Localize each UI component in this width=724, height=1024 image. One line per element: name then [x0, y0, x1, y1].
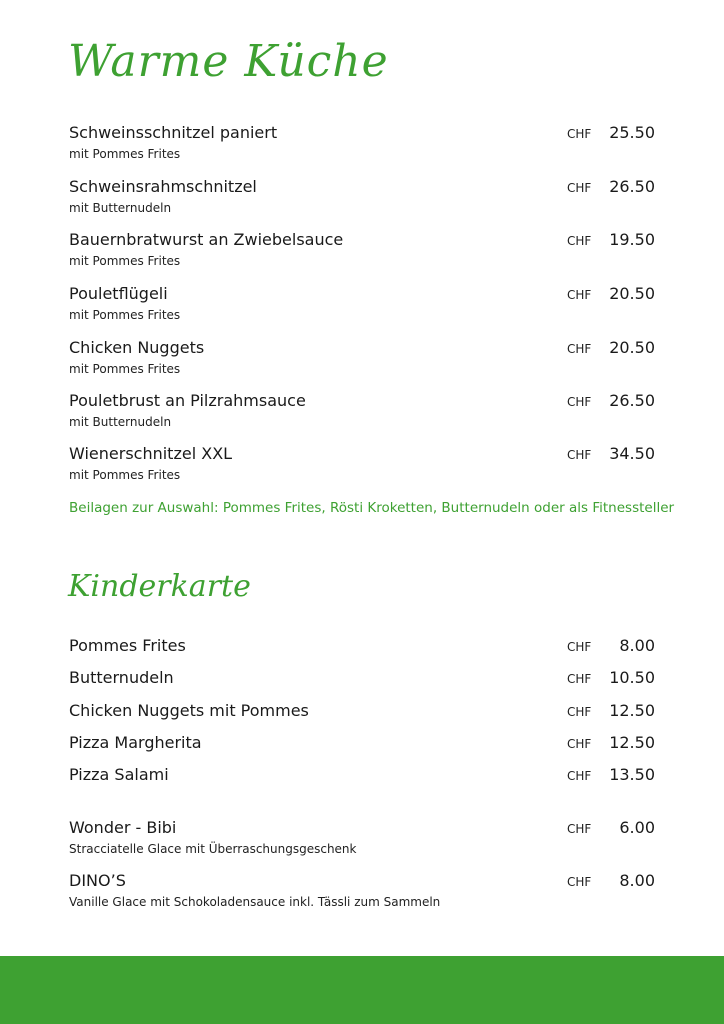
item-name: Wienerschnitzel XXL: [69, 444, 233, 463]
item-currency: CHF: [567, 288, 592, 302]
item-price: 6.00: [619, 818, 655, 837]
menu-item: [69, 123, 655, 167]
item-name: Pommes Frites: [69, 636, 186, 655]
item-currency: CHF: [567, 672, 592, 686]
menu-item: [69, 733, 655, 755]
item-name: Pouletbrust an Pilzrahmsauce: [69, 391, 306, 410]
item-description: mit Butternudeln: [69, 415, 172, 429]
item-currency: CHF: [567, 640, 592, 654]
item-price: 12.50: [609, 701, 655, 720]
item-description: mit Butternudeln: [69, 201, 172, 215]
item-price: 8.00: [619, 636, 655, 655]
item-name: Butternudeln: [69, 668, 174, 687]
item-currency: CHF: [567, 234, 592, 248]
item-price: 12.50: [609, 733, 655, 752]
item-description: mit Pommes Frites: [69, 308, 181, 322]
item-currency: CHF: [567, 342, 592, 356]
item-name: Chicken Nuggets: [69, 338, 205, 357]
item-name: Schweinsrahmschnitzel: [69, 177, 257, 196]
item-name: Pizza Margherita: [69, 733, 202, 752]
item-currency: CHF: [567, 769, 592, 783]
item-name: Bauernbratwurst an Zwiebelsauce: [69, 230, 344, 249]
item-currency: CHF: [567, 875, 592, 889]
item-description: mit Pommes Frites: [69, 362, 181, 376]
item-currency: CHF: [567, 448, 592, 462]
menu-item: [69, 338, 655, 382]
item-price: 26.50: [609, 391, 655, 410]
menu-item: [69, 284, 655, 328]
item-price: 25.50: [609, 123, 655, 142]
menu-item: [69, 701, 655, 723]
item-price: 13.50: [609, 765, 655, 784]
item-description: mit Pommes Frites: [69, 254, 181, 268]
menu-item: [69, 818, 655, 862]
item-currency: CHF: [567, 822, 592, 836]
menu-item: [69, 636, 655, 658]
item-price: 8.00: [619, 871, 655, 890]
item-price: 10.50: [609, 668, 655, 687]
item-currency: CHF: [567, 737, 592, 751]
section-title-warme-kueche: Warme Küche: [68, 36, 389, 87]
item-price: 20.50: [609, 338, 655, 357]
item-name: DINO’S: [69, 871, 126, 890]
item-name: Pouletflügeli: [69, 284, 168, 303]
menu-item: [69, 391, 655, 435]
item-name: Wonder - Bibi: [69, 818, 177, 837]
menu-item: [69, 668, 655, 690]
menu-item: [69, 444, 655, 488]
item-name: Pizza Salami: [69, 765, 169, 784]
menu-item: [69, 230, 655, 274]
item-price: 34.50: [609, 444, 655, 463]
item-description: mit Pommes Frites: [69, 147, 181, 161]
side-dish-note: Beilagen zur Auswahl: Pommes Frites, Rösti Kroketten, Butternudeln oder als Fitnessteller: [69, 500, 675, 516]
item-price: 19.50: [609, 230, 655, 249]
item-currency: CHF: [567, 181, 592, 195]
menu-item: [69, 177, 655, 221]
item-currency: CHF: [567, 705, 592, 719]
item-price: 20.50: [609, 284, 655, 303]
item-name: Chicken Nuggets mit Pommes: [69, 701, 309, 720]
footer-bar: [0, 956, 724, 1024]
section-title-kinderkarte: Kinderkarte: [68, 569, 251, 604]
item-description: mit Pommes Frites: [69, 468, 181, 482]
item-name: Schweinsschnitzel paniert: [69, 123, 278, 142]
menu-item: [69, 871, 655, 915]
item-description: Stracciatelle Glace mit Überraschungsgeschenk: [69, 842, 357, 856]
item-currency: CHF: [567, 127, 592, 141]
item-description: Vanille Glace mit Schokoladensauce inkl. Tässli zum Sammeln: [69, 895, 441, 909]
menu-item: [69, 765, 655, 787]
item-price: 26.50: [609, 177, 655, 196]
item-currency: CHF: [567, 395, 592, 409]
